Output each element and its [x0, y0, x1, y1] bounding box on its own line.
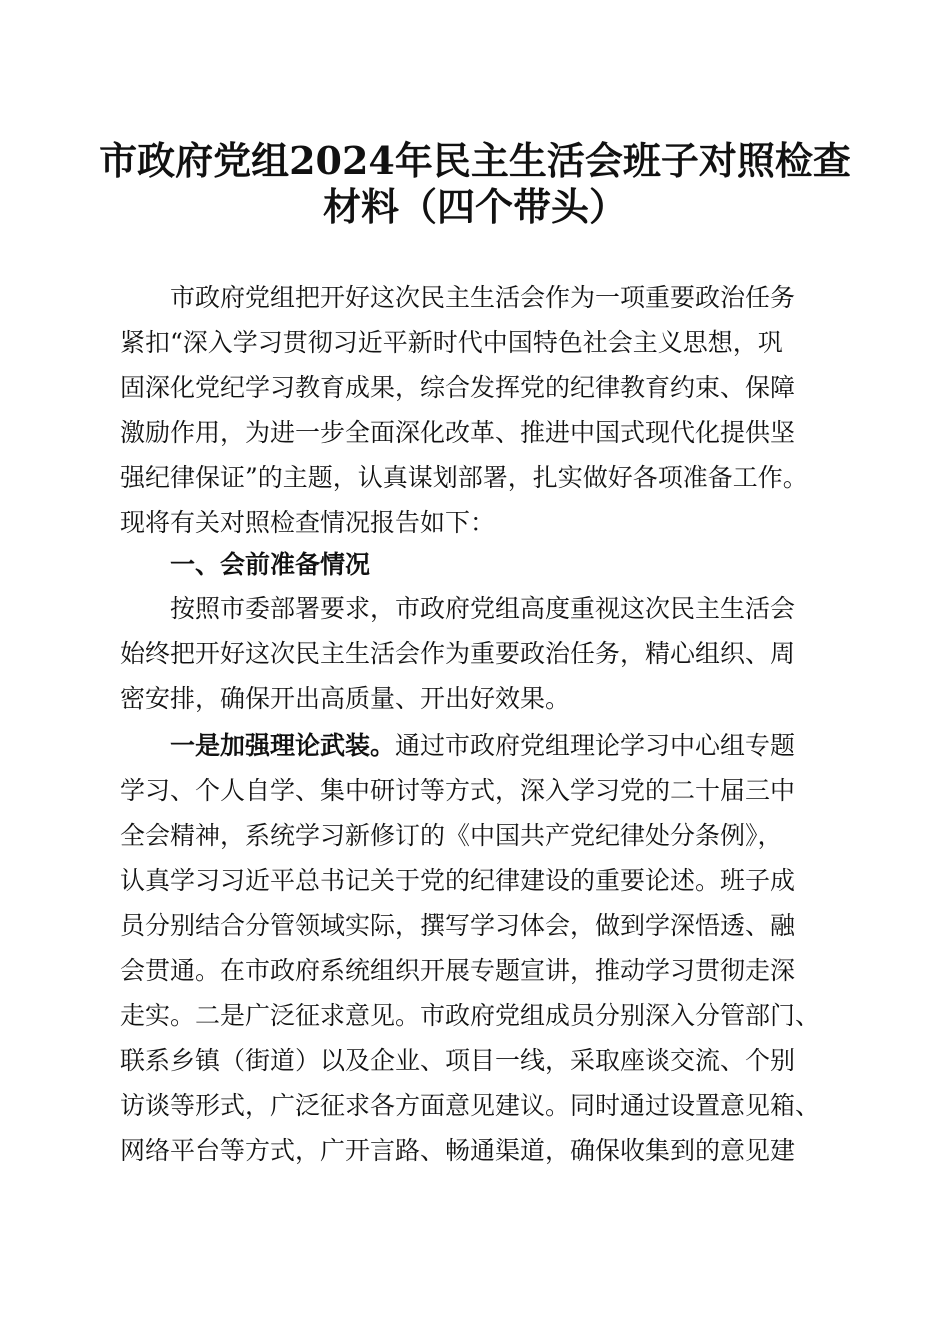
section-paragraph-line: 按照市委部署要求，市政府党组高度重视这次民主生活会 — [170, 594, 796, 623]
point-line: 全会精神，系统学习新修订的《中国共产党纪律处分条例》， — [120, 821, 783, 850]
point-line: 学习、个人自学、集中研讨等方式，深入学习党的二十届三中 — [120, 776, 796, 805]
point-line: 员分别结合分管领域实际，撰写学习体会，做到学深悟透、融 — [120, 911, 796, 940]
section-heading: 一、会前准备情况 — [170, 550, 371, 579]
point-line: 网络平台等方式，广开言路、畅通渠道，确保收集到的意见建 — [120, 1136, 796, 1165]
document-title-line-2: 材料（四个带头） — [322, 184, 627, 229]
point-line: 认真学习习近平总书记关于党的纪律建设的重要论述。班子成 — [120, 866, 796, 895]
intro-line: 紧扣“深入学习贯彻习近平新时代中国特色社会主义思想，巩 — [120, 328, 783, 357]
intro-line: 强纪律保证”的主题，认真谋划部署，扎实做好各项准备工作。 — [120, 463, 808, 492]
document-title-line-1: 市政府党组2024年民主生活会班子对照检查 — [99, 138, 851, 183]
intro-line: 激励作用，为进一步全面深化改革、推进中国式现代化提供坚 — [120, 418, 796, 447]
point-line: 会贯通。在市政府系统组织开展专题宣讲，推动学习贯彻走深 — [120, 956, 796, 985]
point-line: 走实。二是广泛征求意见。市政府党组成员分别深入分管部门、 — [120, 1001, 821, 1030]
section-paragraph-line: 密安排，确保开出高质量、开出好效果。 — [120, 684, 571, 713]
point-label: 一是加强理论武装。 — [170, 731, 396, 760]
section-paragraph-line: 始终把开好这次民主生活会作为重要政治任务，精心组织、周 — [120, 639, 796, 668]
point-line: 访谈等形式，广泛征求各方面意见建议。同时通过设置意见箱、 — [120, 1091, 821, 1120]
intro-line: 固深化党纪学习教育成果，综合发挥党的纪律教育约束、保障 — [120, 373, 796, 402]
intro-line: 市政府党组把开好这次民主生活会作为一项重要政治任务 — [170, 283, 796, 312]
point-line: 联系乡镇（街道）以及企业、项目一线，采取座谈交流、个别 — [120, 1046, 796, 1075]
intro-line: 现将有关对照检查情况报告如下： — [120, 508, 496, 537]
point-first-line — [170, 731, 795, 761]
point-first-line-text: 通过市政府党组理论学习中心组专题 — [395, 731, 796, 760]
